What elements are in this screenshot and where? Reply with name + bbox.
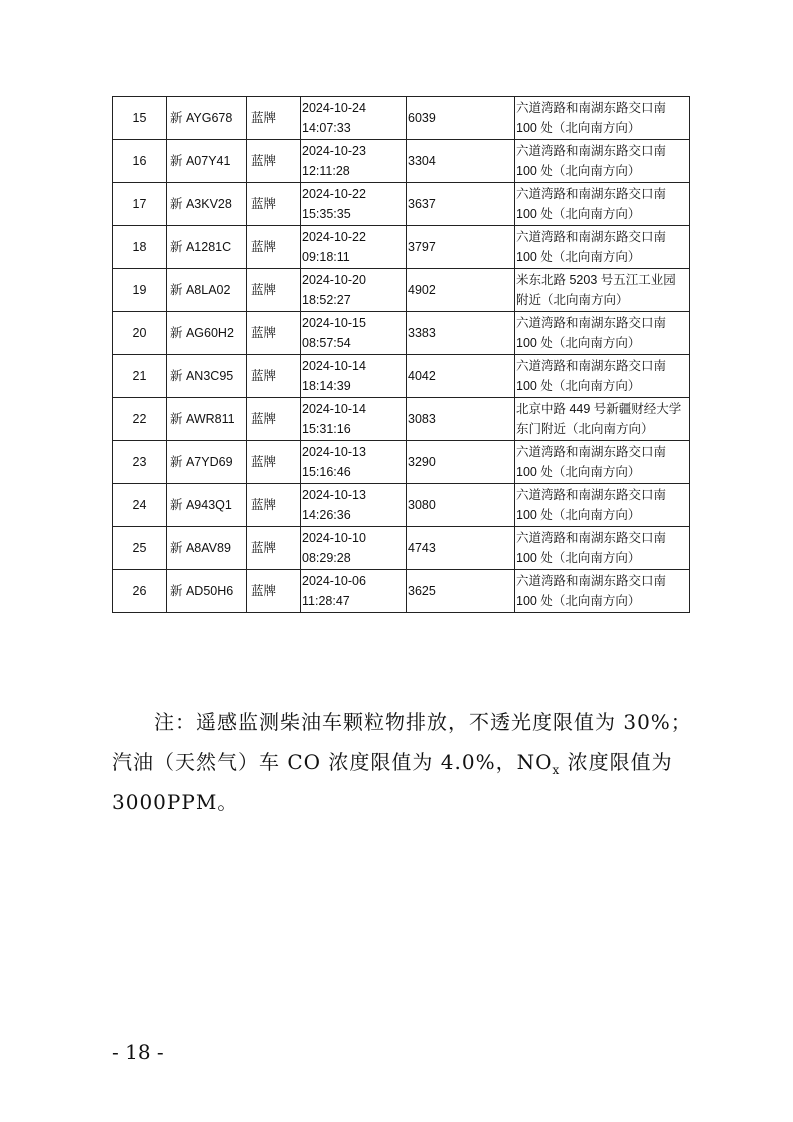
measured-value-cell: 3083: [407, 398, 515, 441]
timestamp-cell: [301, 140, 407, 183]
timestamp-cell: [301, 527, 407, 570]
row-number-cell: 20: [113, 312, 167, 355]
plate-color-cell: 蓝牌: [247, 484, 301, 527]
location-line-1: 六道湾路和南湖东路交口南: [516, 531, 667, 545]
plate-number-cell: 新 A8AV89: [167, 527, 247, 570]
row-number-cell: 15: [113, 97, 167, 140]
table-row: [113, 355, 690, 398]
location-cell: [515, 398, 690, 441]
location-line-1: 米东北路 5203 号五江工业园: [516, 273, 676, 287]
location-line-2: 100 处（北向南方向）: [516, 508, 641, 522]
row-number-cell: 17: [113, 183, 167, 226]
location-line-2: 100 处（北向南方向）: [516, 336, 641, 350]
emission-record-table: [112, 96, 690, 613]
location-line-1: 北京中路 449 号新疆财经大学: [516, 402, 682, 416]
plate-number-cell: 新 A07Y41: [167, 140, 247, 183]
location-cell: [515, 140, 690, 183]
table-row: [113, 398, 690, 441]
timestamp-time: 09:18:11: [302, 250, 350, 264]
plate-number-cell: 新 AG60H2: [167, 312, 247, 355]
measured-value-cell: 3290: [407, 441, 515, 484]
location-cell: [515, 269, 690, 312]
timestamp-date: 2024-10-22: [302, 187, 366, 201]
plate-color-cell: 蓝牌: [247, 570, 301, 613]
timestamp-cell: [301, 441, 407, 484]
table-row: [113, 97, 690, 140]
location-line-2: 100 处（北向南方向）: [516, 121, 641, 135]
row-number-cell: 22: [113, 398, 167, 441]
location-line-2: 100 处（北向南方向）: [516, 594, 641, 608]
note-line-2-part-b: 浓度限值为: [560, 750, 673, 774]
plate-number-cell: 新 AN3C95: [167, 355, 247, 398]
timestamp-date: 2024-10-13: [302, 445, 366, 459]
location-line-1: 六道湾路和南湖东路交口南: [516, 144, 667, 158]
note-nox-subscript: x: [552, 763, 561, 777]
row-number-cell: 21: [113, 355, 167, 398]
timestamp-time: 18:52:27: [302, 293, 351, 307]
timestamp-time: 14:26:36: [302, 508, 351, 522]
location-line-2: 100 处（北向南方向）: [516, 207, 641, 221]
plate-color-cell: 蓝牌: [247, 97, 301, 140]
plate-number-cell: 新 AD50H6: [167, 570, 247, 613]
location-line-2: 附近（北向南方向）: [516, 293, 629, 307]
location-line-1: 六道湾路和南湖东路交口南: [516, 187, 667, 201]
row-number-cell: 18: [113, 226, 167, 269]
location-cell: [515, 97, 690, 140]
timestamp-date: 2024-10-14: [302, 359, 366, 373]
plate-number-cell: 新 A8LA02: [167, 269, 247, 312]
measured-value-cell: 3080: [407, 484, 515, 527]
timestamp-date: 2024-10-14: [302, 402, 366, 416]
location-line-2: 100 处（北向南方向）: [516, 164, 641, 178]
table-row: [113, 441, 690, 484]
timestamp-cell: [301, 355, 407, 398]
timestamp-date: 2024-10-13: [302, 488, 366, 502]
location-line-1: 六道湾路和南湖东路交口南: [516, 316, 667, 330]
timestamp-cell: [301, 484, 407, 527]
plate-number-cell: 新 A7YD69: [167, 441, 247, 484]
location-cell: [515, 527, 690, 570]
table-row: [113, 312, 690, 355]
page-number: - 18 -: [112, 1040, 164, 1064]
plate-number-cell: 新 AWR811: [167, 398, 247, 441]
location-line-2: 100 处（北向南方向）: [516, 551, 641, 565]
row-number-cell: 26: [113, 570, 167, 613]
timestamp-time: 14:07:33: [302, 121, 351, 135]
measured-value-cell: 4743: [407, 527, 515, 570]
location-line-1: 六道湾路和南湖东路交口南: [516, 488, 667, 502]
timestamp-date: 2024-10-10: [302, 531, 366, 545]
note-line-3: 3000PPM。: [112, 790, 239, 814]
timestamp-time: 08:29:28: [302, 551, 351, 565]
plate-color-cell: 蓝牌: [247, 527, 301, 570]
location-line-1: 六道湾路和南湖东路交口南: [516, 359, 667, 373]
location-line-2: 100 处（北向南方向）: [516, 465, 641, 479]
location-line-1: 六道湾路和南湖东路交口南: [516, 445, 667, 459]
table-row: [113, 226, 690, 269]
measured-value-cell: 3625: [407, 570, 515, 613]
timestamp-cell: [301, 570, 407, 613]
table-row: [113, 570, 690, 613]
measured-value-cell: 4902: [407, 269, 515, 312]
timestamp-time: 12:11:28: [302, 164, 350, 178]
measured-value-cell: 3383: [407, 312, 515, 355]
timestamp-date: 2024-10-20: [302, 273, 366, 287]
location-cell: [515, 441, 690, 484]
location-cell: [515, 484, 690, 527]
timestamp-cell: [301, 226, 407, 269]
location-cell: [515, 312, 690, 355]
timestamp-time: 15:35:35: [302, 207, 351, 221]
measured-value-cell: 3797: [407, 226, 515, 269]
timestamp-cell: [301, 183, 407, 226]
timestamp-time: 18:14:39: [302, 379, 351, 393]
plate-color-cell: 蓝牌: [247, 355, 301, 398]
location-line-2: 100 处（北向南方向）: [516, 379, 641, 393]
row-number-cell: 16: [113, 140, 167, 183]
measured-value-cell: 3637: [407, 183, 515, 226]
timestamp-time: 08:57:54: [302, 336, 351, 350]
note-line-2: [112, 742, 692, 782]
plate-color-cell: 蓝牌: [247, 398, 301, 441]
table-row: [113, 484, 690, 527]
timestamp-date: 2024-10-22: [302, 230, 366, 244]
plate-color-cell: 蓝牌: [247, 140, 301, 183]
table-body: [113, 97, 690, 613]
plate-color-cell: 蓝牌: [247, 226, 301, 269]
location-line-1: 六道湾路和南湖东路交口南: [516, 230, 667, 244]
timestamp-time: 15:31:16: [302, 422, 351, 436]
note-line-2-part-a: 汽油（天然气）车 CO 浓度限值为 4.0%，NO: [112, 750, 553, 774]
plate-number-cell: 新 A1281C: [167, 226, 247, 269]
timestamp-date: 2024-10-24: [302, 101, 366, 115]
row-number-cell: 24: [113, 484, 167, 527]
location-cell: [515, 183, 690, 226]
timestamp-cell: [301, 312, 407, 355]
plate-number-cell: 新 A943Q1: [167, 484, 247, 527]
location-line-2: 东门附近（北向南方向）: [516, 422, 654, 436]
table-row: [113, 140, 690, 183]
plate-color-cell: 蓝牌: [247, 441, 301, 484]
timestamp-time: 15:16:46: [302, 465, 351, 479]
row-number-cell: 19: [113, 269, 167, 312]
timestamp-date: 2024-10-06: [302, 574, 366, 588]
location-cell: [515, 355, 690, 398]
location-cell: [515, 570, 690, 613]
timestamp-cell: [301, 398, 407, 441]
location-line-2: 100 处（北向南方向）: [516, 250, 641, 264]
location-line-1: 六道湾路和南湖东路交口南: [516, 574, 667, 588]
timestamp-cell: [301, 97, 407, 140]
measured-value-cell: 3304: [407, 140, 515, 183]
table-row: [113, 527, 690, 570]
note-paragraph: [112, 702, 692, 822]
row-number-cell: 23: [113, 441, 167, 484]
measured-value-cell: 6039: [407, 97, 515, 140]
location-cell: [515, 226, 690, 269]
timestamp-date: 2024-10-15: [302, 316, 366, 330]
table-row: [113, 183, 690, 226]
plate-number-cell: 新 AYG678: [167, 97, 247, 140]
timestamp-cell: [301, 269, 407, 312]
plate-color-cell: 蓝牌: [247, 183, 301, 226]
timestamp-time: 11:28:47: [302, 594, 350, 608]
plate-number-cell: 新 A3KV28: [167, 183, 247, 226]
note-line-1: 注：遥感监测柴油车颗粒物排放，不透光度限值为 30%；: [154, 710, 692, 734]
row-number-cell: 25: [113, 527, 167, 570]
plate-color-cell: 蓝牌: [247, 312, 301, 355]
table-row: [113, 269, 690, 312]
plate-color-cell: 蓝牌: [247, 269, 301, 312]
location-line-1: 六道湾路和南湖东路交口南: [516, 101, 667, 115]
timestamp-date: 2024-10-23: [302, 144, 366, 158]
measured-value-cell: 4042: [407, 355, 515, 398]
